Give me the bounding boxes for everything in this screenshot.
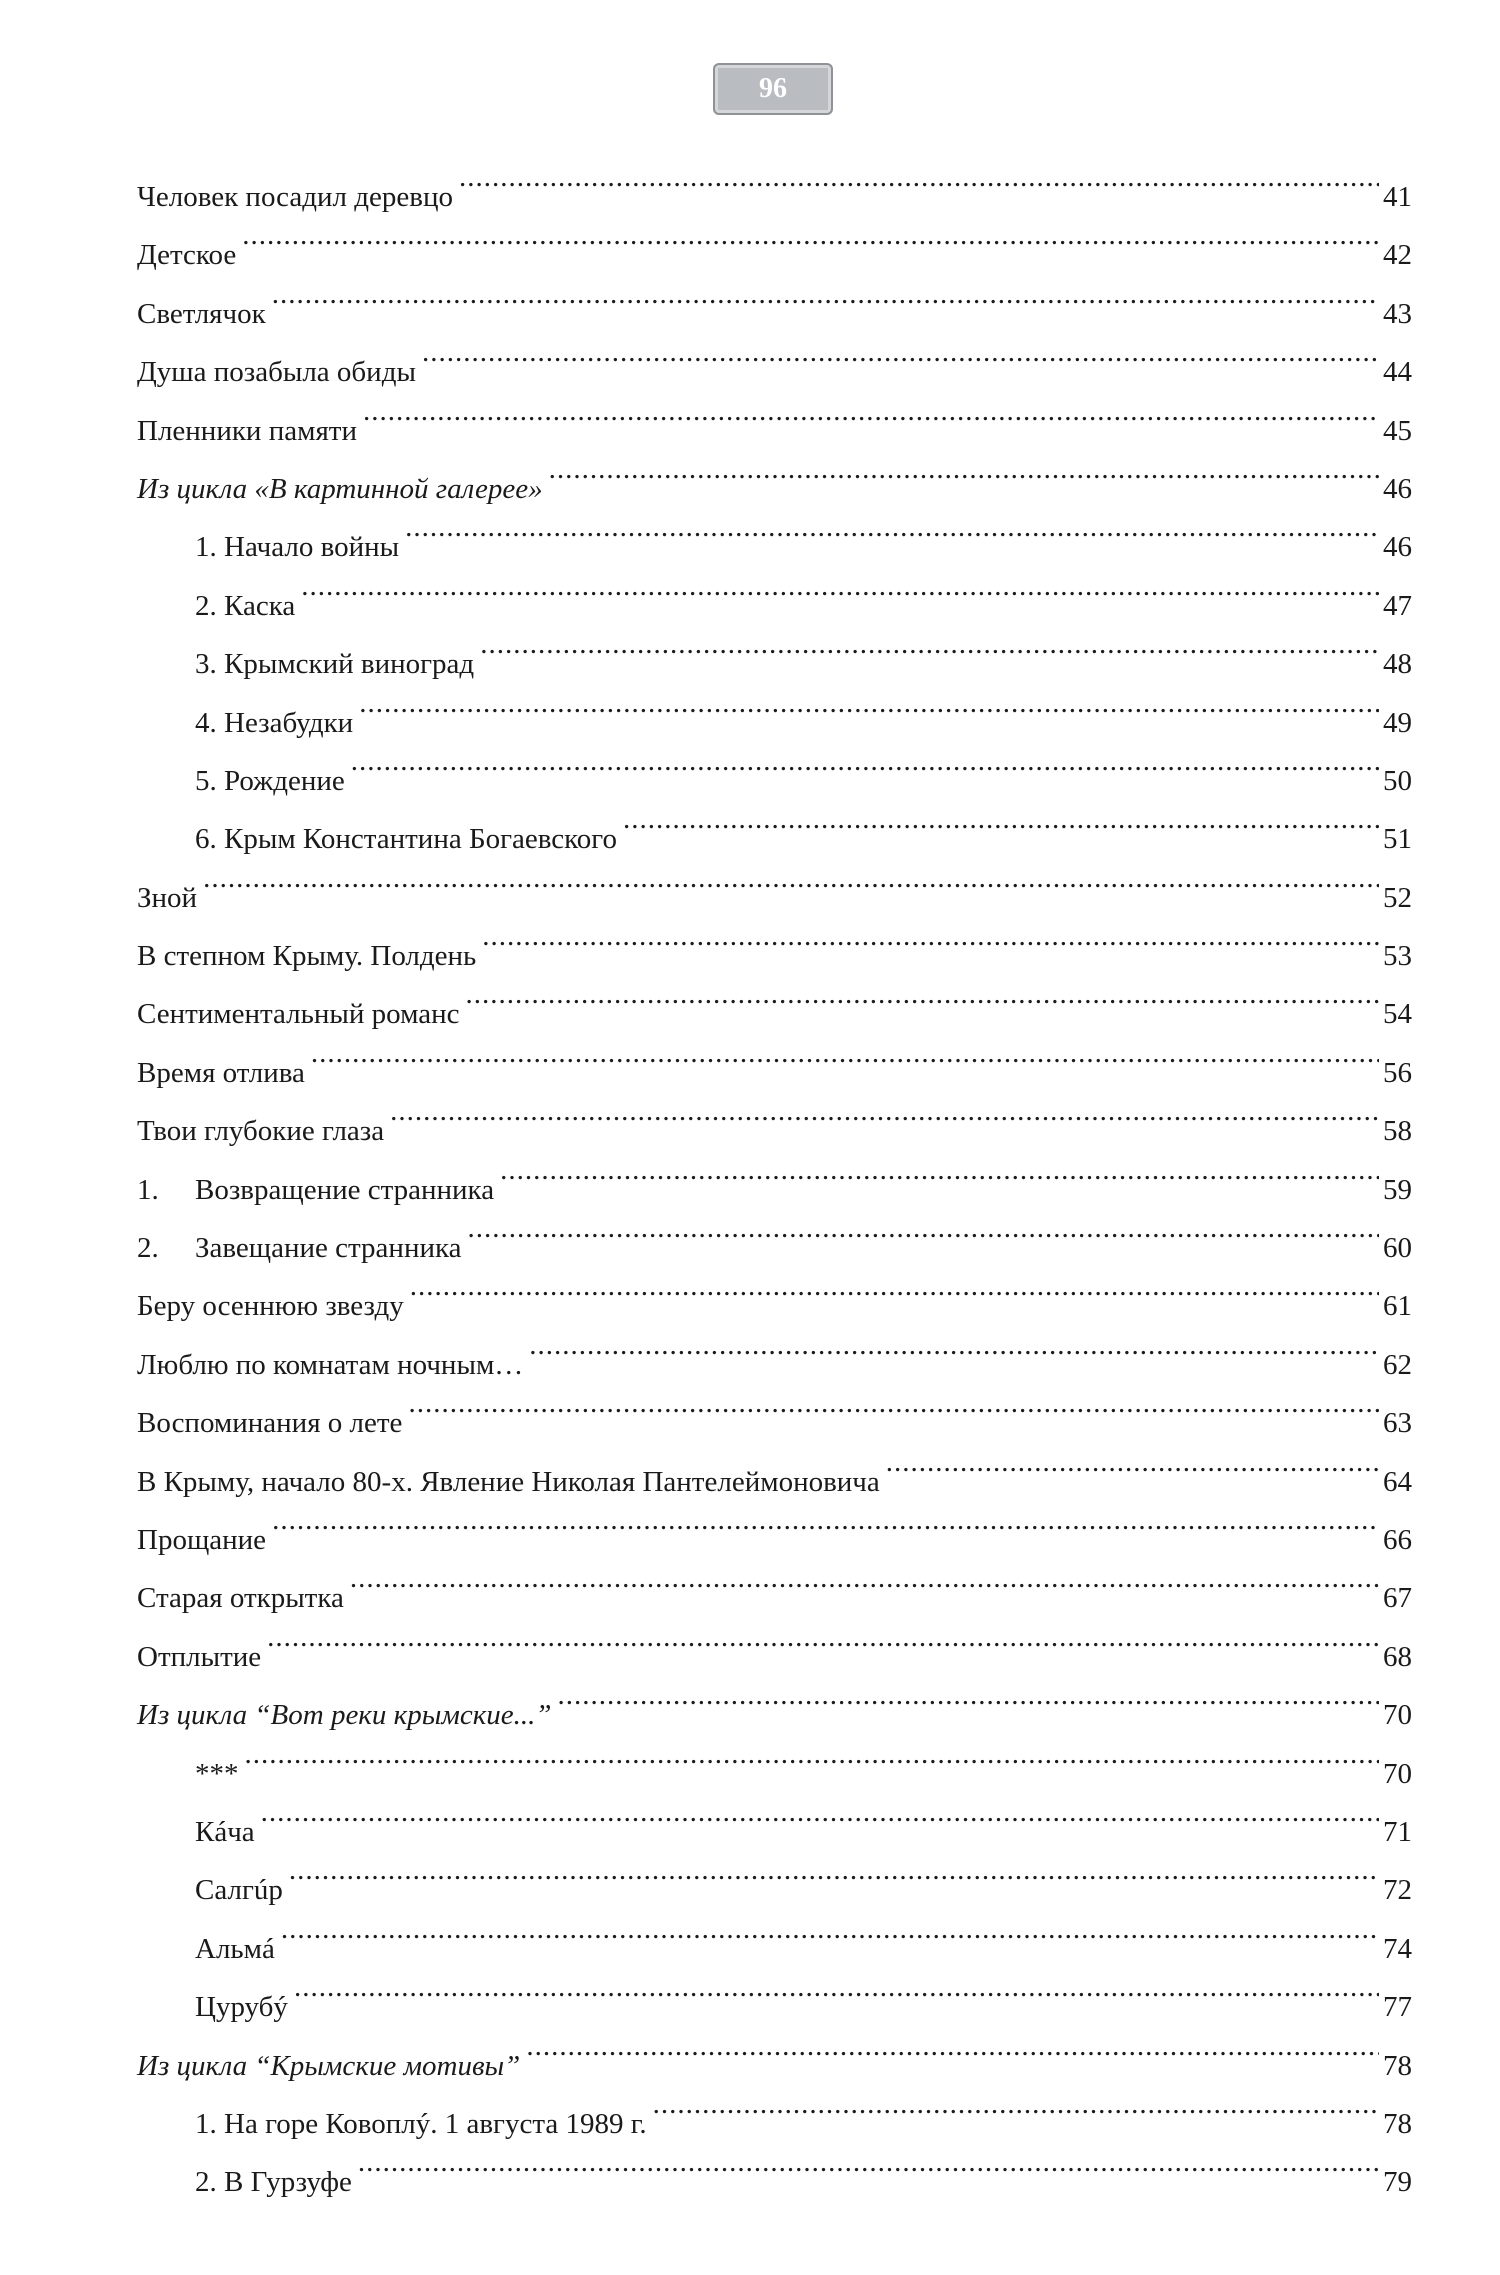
dot-leader bbox=[245, 1725, 1380, 1783]
toc-entry bbox=[137, 1666, 1412, 1732]
toc-entry bbox=[137, 323, 1412, 389]
toc-entry-page: 46 bbox=[1383, 472, 1412, 505]
toc-entry-page: 64 bbox=[1383, 1465, 1412, 1498]
dot-leader bbox=[410, 1257, 1379, 1315]
dot-leader bbox=[358, 2133, 1379, 2191]
toc-entry-title: Человек посадил деревцо bbox=[137, 181, 453, 213]
toc-entry-title: 3. Крымский виноград bbox=[195, 648, 475, 681]
dot-leader bbox=[468, 1199, 1379, 1257]
toc-entry-page: 50 bbox=[1383, 764, 1412, 797]
toc-entry bbox=[137, 1958, 1412, 2024]
dot-leader bbox=[351, 732, 1379, 790]
toc-entry-title: Из цикла «В картинной галерее» bbox=[137, 472, 543, 505]
toc-entry-title: 1. Начало войны bbox=[195, 531, 400, 564]
toc-entry-page: 77 bbox=[1383, 1991, 1412, 2024]
toc-entry-page: 68 bbox=[1383, 1640, 1412, 1673]
toc-entry-title: 2. В Гурзуфе bbox=[195, 2166, 352, 2199]
toc-entry-title: Светлячок bbox=[137, 297, 266, 330]
toc-entry-page: 56 bbox=[1383, 1056, 1412, 1089]
dot-leader bbox=[482, 907, 1379, 965]
toc-entry-title: *** bbox=[195, 1757, 239, 1790]
dot-leader bbox=[459, 148, 1379, 206]
toc-entry-page: 60 bbox=[1383, 1232, 1412, 1265]
table-of-contents bbox=[137, 148, 1412, 2199]
toc-entry bbox=[137, 1725, 1412, 1790]
toc-entry-page: 49 bbox=[1383, 706, 1412, 739]
toc-entry-title: Люблю по комнатам ночным… bbox=[137, 1348, 524, 1381]
toc-entry-title: Твои глубокие глаза bbox=[137, 1115, 385, 1148]
toc-entry-page: 78 bbox=[1383, 2107, 1412, 2140]
toc-entry bbox=[137, 1841, 1412, 1907]
dot-leader bbox=[301, 557, 1379, 615]
dot-leader bbox=[261, 1783, 1379, 1841]
toc-entry-number: 1. bbox=[137, 1173, 159, 1206]
toc-entry-text: Завещание странника bbox=[195, 1232, 462, 1265]
toc-entry-page: 44 bbox=[1383, 356, 1412, 389]
toc-entry-page: 53 bbox=[1383, 940, 1412, 973]
toc-entry-page: 58 bbox=[1383, 1115, 1412, 1148]
dot-leader bbox=[363, 382, 1379, 440]
toc-entry-page: 66 bbox=[1383, 1523, 1412, 1556]
dot-leader bbox=[289, 1841, 1379, 1899]
toc-entry-page: 71 bbox=[1383, 1815, 1412, 1848]
toc-entry-title: Прощание bbox=[137, 1523, 267, 1556]
dot-leader bbox=[203, 849, 1379, 907]
toc-entry-title: В Крыму, начало 80-х. Явление Николая Пантелеймоновича bbox=[137, 1465, 880, 1498]
toc-entry-title: Сентиментальный романс bbox=[137, 998, 460, 1031]
toc-entry-title: 2. Каска bbox=[195, 589, 296, 622]
toc-entry-title: 5. Рождение bbox=[195, 764, 345, 797]
dot-leader bbox=[558, 1666, 1379, 1724]
dot-leader bbox=[359, 674, 1379, 732]
dot-leader bbox=[272, 1491, 1379, 1549]
dot-leader bbox=[390, 1082, 1379, 1140]
toc-entry-title: Из цикла “Крымские мотивы” bbox=[137, 2049, 521, 2082]
toc-entry-title: 4. Незабудки bbox=[195, 706, 354, 739]
dot-leader bbox=[466, 965, 1379, 1023]
toc-entry-title: Зной bbox=[137, 881, 198, 914]
toc-entry-page: 62 bbox=[1383, 1348, 1412, 1381]
toc-entry-title: Детское bbox=[137, 239, 237, 272]
toc-entry-title: 1. На горе Ковоплý. 1 августа 1989 г. bbox=[195, 2107, 647, 2140]
toc-entry-page: 74 bbox=[1383, 1932, 1412, 1965]
toc-entry bbox=[137, 1082, 1412, 1148]
dot-leader bbox=[281, 1900, 1379, 1958]
page-number-badge: 96 bbox=[713, 63, 833, 115]
toc-entry-title: Душа позабыла обиды bbox=[137, 356, 416, 389]
toc-entry-page: 48 bbox=[1383, 648, 1412, 681]
toc-entry-title: Беру осеннюю звезду bbox=[137, 1290, 404, 1323]
dot-leader bbox=[422, 323, 1379, 381]
toc-entry-page: 41 bbox=[1383, 181, 1412, 213]
toc-entry-text: Возвращение странника bbox=[195, 1173, 495, 1206]
toc-entry-page: 52 bbox=[1383, 881, 1412, 914]
toc-entry-page: 51 bbox=[1383, 823, 1412, 856]
toc-entry bbox=[137, 1491, 1412, 1556]
toc-entry bbox=[137, 557, 1412, 622]
dot-leader bbox=[242, 206, 1379, 264]
dot-leader bbox=[267, 1608, 1379, 1666]
toc-entry-title: Цурубý bbox=[195, 1991, 288, 2024]
toc-entry-page: 67 bbox=[1383, 1582, 1412, 1615]
toc-entry-title: Старая открытка bbox=[137, 1582, 344, 1615]
toc-entry-page: 43 bbox=[1383, 297, 1412, 330]
toc-entry-title: Альмá bbox=[195, 1932, 275, 1965]
toc-entry-page: 70 bbox=[1383, 1757, 1412, 1790]
toc-entry-title: 6. Крым Константина Богаевского bbox=[195, 823, 617, 856]
toc-entry-page: 46 bbox=[1383, 531, 1412, 564]
toc-entry-title: Салгúр bbox=[195, 1874, 283, 1907]
dot-leader bbox=[272, 265, 1379, 323]
toc-entry bbox=[137, 2017, 1412, 2082]
toc-entry bbox=[137, 1549, 1412, 1615]
toc-entry bbox=[137, 1783, 1412, 1848]
dot-leader bbox=[529, 1316, 1379, 1374]
toc-entry bbox=[137, 148, 1412, 213]
dot-leader bbox=[311, 1024, 1379, 1082]
toc-entry-page: 54 bbox=[1383, 998, 1412, 1031]
toc-entry-title: Воспоминания о лете bbox=[137, 1407, 403, 1440]
dot-leader bbox=[350, 1549, 1379, 1607]
dot-leader bbox=[405, 498, 1379, 556]
toc-entry-number: 2. bbox=[137, 1232, 159, 1265]
toc-entry bbox=[137, 265, 1412, 330]
toc-entry-page: 78 bbox=[1383, 2049, 1412, 2082]
toc-entry-page: 79 bbox=[1383, 2166, 1412, 2199]
toc-entry bbox=[137, 1900, 1412, 1965]
toc-entry-page: 42 bbox=[1383, 239, 1412, 272]
dot-leader bbox=[500, 1141, 1379, 1199]
toc-entry-page: 59 bbox=[1383, 1173, 1412, 1206]
dot-leader bbox=[480, 615, 1379, 673]
toc-entry-page: 63 bbox=[1383, 1407, 1412, 1440]
toc-entry-title: В степном Крыму. Полдень bbox=[137, 940, 477, 973]
toc-entry-title: Из цикла “Вот реки крымские...” bbox=[137, 1699, 552, 1732]
toc-entry bbox=[137, 615, 1412, 681]
toc-entry-page: 72 bbox=[1383, 1874, 1412, 1907]
dot-leader bbox=[886, 1433, 1379, 1491]
toc-entry bbox=[137, 1024, 1412, 1089]
toc-entry-title: Отплытие bbox=[137, 1640, 262, 1673]
toc-entry-title bbox=[137, 1161, 494, 1219]
dot-leader bbox=[653, 2075, 1379, 2133]
toc-entry bbox=[137, 849, 1412, 914]
toc-entry-title: Пленники памяти bbox=[137, 414, 357, 447]
toc-entry-page: 45 bbox=[1383, 414, 1412, 447]
toc-entry-title: Время отлива bbox=[137, 1056, 305, 1089]
toc-entry-page: 47 bbox=[1383, 589, 1412, 622]
toc-entry-title: Кáча bbox=[195, 1815, 255, 1848]
toc-entry bbox=[137, 1608, 1412, 1673]
dot-leader bbox=[526, 2017, 1379, 2075]
dot-leader bbox=[623, 790, 1379, 848]
dot-leader bbox=[549, 440, 1379, 498]
toc-entry-page: 70 bbox=[1383, 1699, 1412, 1732]
toc-entry-page: 61 bbox=[1383, 1290, 1412, 1323]
dot-leader bbox=[408, 1374, 1379, 1432]
dot-leader bbox=[294, 1958, 1379, 2016]
toc-entry bbox=[137, 206, 1412, 272]
toc-entry bbox=[137, 907, 1412, 973]
